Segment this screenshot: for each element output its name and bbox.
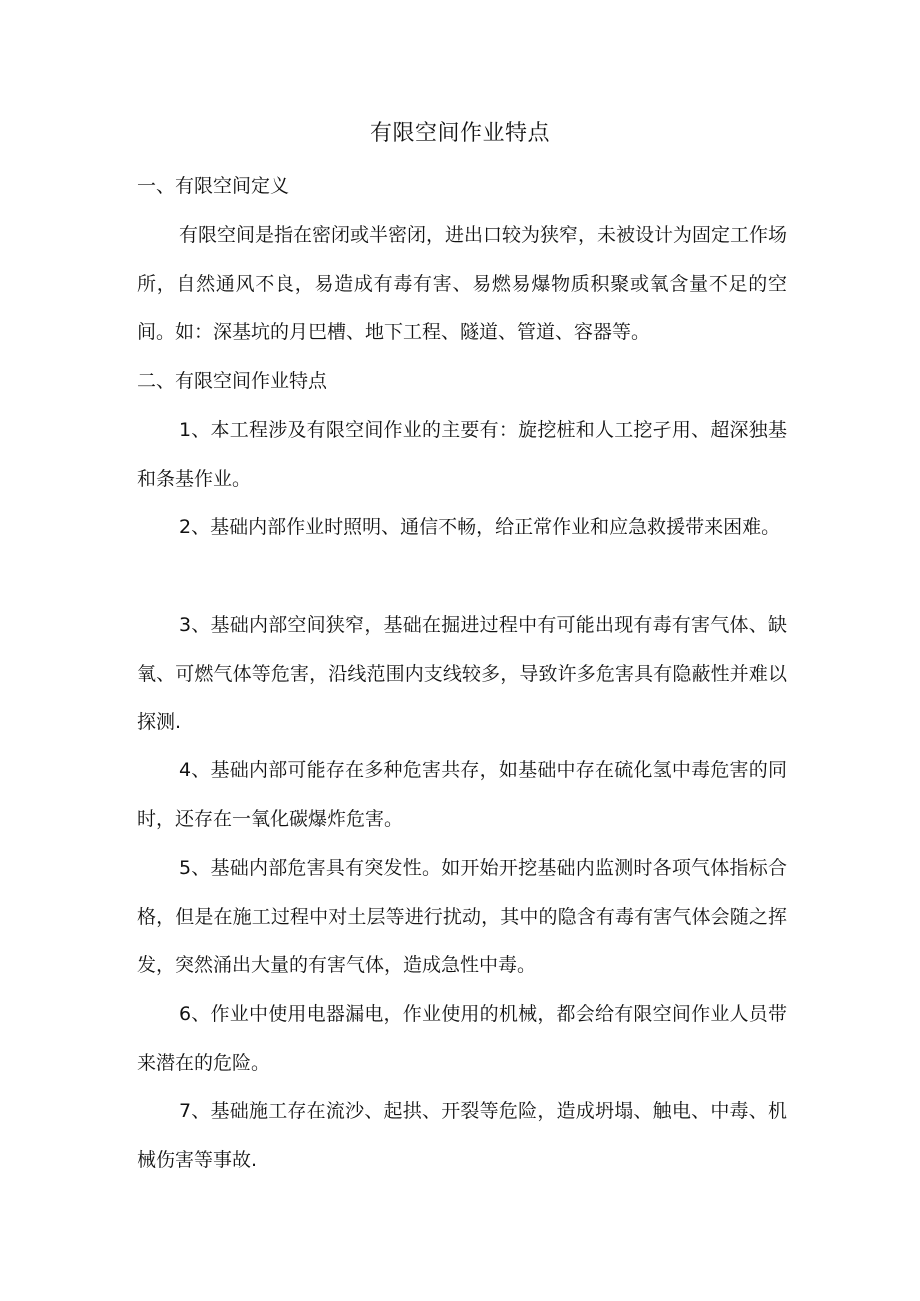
section-2-item-6: 6、作业中使用电器漏电，作业使用的机械，都会给有限空间作业人员带来潜在的危险。 <box>137 1003 787 1074</box>
section-1-heading: 一、有限空间定义 <box>137 175 290 197</box>
section-2-item-5: 5、基础内部危害具有突发性。如开始开挖基础内监测时各项气体指标合格，但是在施工过程中对土层等进行扰动，其中的隐含有毒有害气体会随之挥发，突然涌出大量的有害气体，造成急性中毒。 <box>137 857 787 976</box>
section-2-item-7: 7、基础施工存在流沙、起拱、开裂等危险，造成坍塌、触电、中毒、机械伤害等事故. <box>137 1100 787 1171</box>
document-title: 有限空间作业特点 <box>369 121 550 146</box>
section-2-item-1: 1、本工程涉及有限空间作业的主要有：旋挖桩和人工挖孑用、超深独基和条基作业。 <box>137 419 787 490</box>
section-2-item-3: 3、基础内部空间狭窄，基础在掘进过程中有可能出现有毒有害气体、缺氧、可燃气体等危害，沿线范围内支线较多，导致许多危害具有隐蔽性并难以探测. <box>137 614 787 733</box>
section-2-item-2: 2、基础内部作业时照明、通信不畅，给正常作业和应急救援带来困难。 <box>179 516 781 538</box>
section-2-item-4: 4、基础内部可能存在多种危害共存，如基础中存在硫化氢中毒危害的同时，还存在一氧化碳爆炸危害。 <box>137 759 787 830</box>
section-1-paragraph: 有限空间是指在密闭或半密闭，进出口较为狭窄，未被设计为固定工作场所，自然通风不良，易造成有毒有害、易燃易爆物质积聚或氧含量不足的空间。如：深基坑的月巴槽、地下工程、隧道、管道、容器等。 <box>137 224 788 343</box>
section-2-heading: 二、有限空间作业特点 <box>137 370 328 392</box>
